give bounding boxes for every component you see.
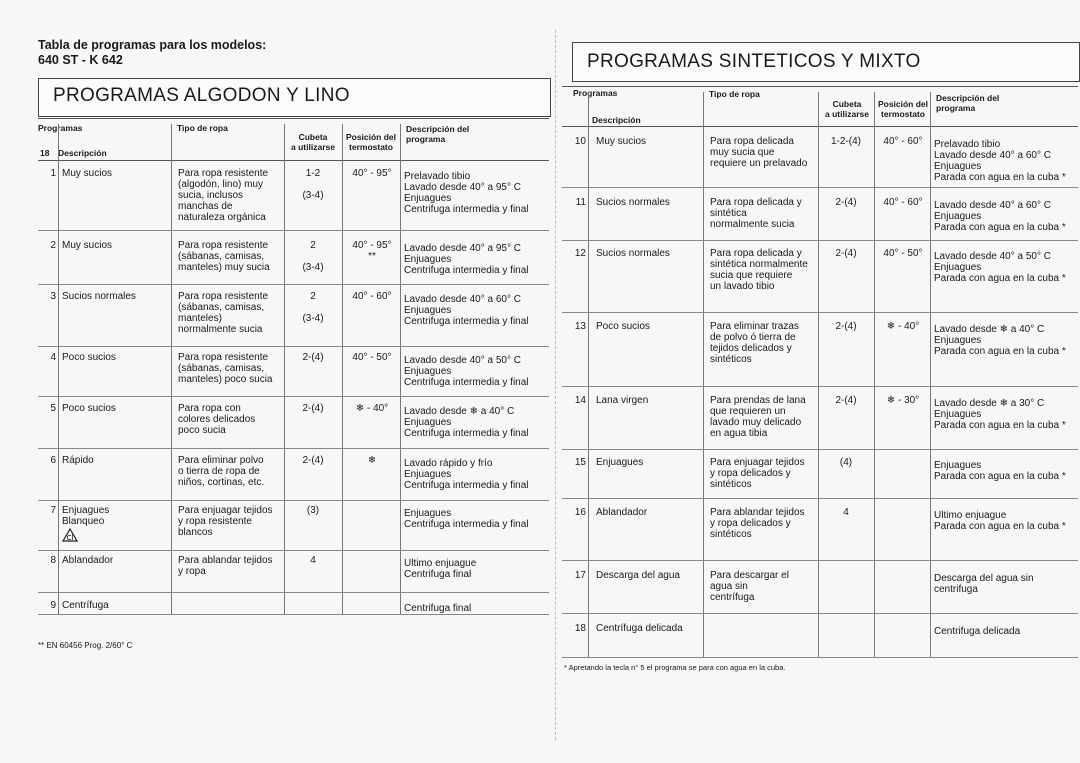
row-thermostat: 40° - 60° — [883, 136, 923, 147]
row-detergent-tray: 2-(4) — [302, 352, 324, 363]
column-rule — [400, 124, 401, 614]
row-detergent-tray: 2-(4) — [835, 248, 857, 259]
row-number: 18 — [574, 623, 586, 634]
row-number: 12 — [574, 248, 586, 259]
row-program-description: Lavado rápido y frío Enjuagues Centrifuga intermedia y final — [404, 458, 529, 491]
header-descripcion: Descripción — [58, 148, 107, 158]
row-fabric-type: Para ropa resistente (sábanas, camisas, manteles) poco sucia — [178, 352, 273, 385]
row-detergent-tray: 4 — [843, 507, 849, 518]
row-fabric-type: Para ablandar tejidos y ropa — [178, 555, 273, 577]
row-rule — [562, 613, 1078, 614]
row-description: Sucios normales — [596, 197, 670, 208]
row-detergent-tray: 1-2-(4) — [830, 136, 861, 147]
row-number: 8 — [50, 555, 56, 566]
row-program-description: Enjuagues Centrifuga intermedia y final — [404, 508, 529, 530]
row-fabric-type: Para prendas de lana que requieren un lavado muy delicado en agua tibia — [710, 395, 806, 439]
row-fabric-type: Para enjuagar tejidos y ropa resistente blancos — [178, 505, 273, 538]
row-fabric-type: Para ropa resistente (algodón, lino) muy sucia, inclusos manchas de naturaleza orgánica — [178, 168, 269, 223]
row-program-description: Ultimo enjuague Centrifuga final — [404, 558, 477, 580]
row-fabric-type: Para ropa delicada muy sucia que requiere un prelavado — [710, 136, 808, 169]
header-cubeta: Cubeta a utilizarse — [291, 132, 335, 152]
row-detergent-tray: 4 — [310, 555, 316, 566]
footnote-left: ** EN 60456 Prog. 2/60° C — [38, 641, 133, 650]
row-program-description: Ultimo enjuague Parada con agua en la cuba * — [934, 510, 1066, 532]
row-description: Rápido — [62, 455, 94, 466]
row-fabric-type: Para eliminar trazas de polvo ó tierra de tejidos delicados y sintéticos — [710, 321, 799, 365]
row-number: 3 — [50, 291, 56, 302]
row-program-description: Prelavado tibio Lavado desde 40° a 60° C Enjuagues Parada con agua en la cuba * — [934, 139, 1066, 183]
row-description: Muy sucios — [62, 168, 113, 179]
column-rule — [171, 124, 172, 614]
column-rule — [58, 124, 59, 614]
row-thermostat: 40° - 60° — [352, 291, 392, 302]
row-thermostat: ❄ - 40° — [355, 403, 389, 414]
column-rule — [703, 92, 704, 657]
header-cubeta: Cubeta a utilizarse — [825, 99, 869, 119]
row-program-description: Lavado desde 40° a 95° C Enjuagues Centrifuga intermedia y final — [404, 243, 529, 276]
row-fabric-type: Para ablandar tejidos y ropa delicados y sintéticos — [710, 507, 805, 540]
row-program-description: Lavado desde ❄ a 30° C Enjuagues Parada con agua en la cuba * — [934, 398, 1066, 431]
row-number: 16 — [574, 507, 586, 518]
row-rule — [562, 240, 1078, 241]
header-number: 18 — [40, 148, 50, 158]
models-heading: Tabla de programas para los modelos: 640 ST - K 642 — [38, 38, 267, 67]
row-rule — [562, 187, 1078, 188]
row-program-description: Prelavado tibio Lavado desde 40° a 95° C Enjuagues Centrifuga intermedia y final — [404, 171, 529, 215]
row-detergent-tray: (3) — [306, 505, 320, 516]
row-description: Sucios normales — [596, 248, 670, 259]
column-rule — [930, 92, 931, 657]
row-thermostat: 40° - 50° — [352, 352, 392, 363]
row-thermostat: ❄ - 30° — [886, 395, 920, 406]
row-description: Sucios normales — [62, 291, 136, 302]
column-rule — [818, 92, 819, 657]
row-fabric-type: Para ropa resistente (sábanas, camisas, manteles) normalmente sucia — [178, 291, 269, 335]
right-page — [556, 0, 1080, 763]
row-number: 6 — [50, 455, 56, 466]
row-number: 2 — [50, 240, 56, 251]
header-rule — [38, 160, 549, 161]
row-rule — [562, 312, 1078, 313]
row-description: Centrífuga — [62, 600, 109, 611]
header-descripcion-programa: Descripción del programa — [936, 93, 1000, 113]
header-programas: Programas — [573, 88, 618, 98]
row-detergent-tray: 2 (3-4) — [302, 291, 324, 324]
row-rule — [562, 449, 1078, 450]
row-thermostat: 40° - 50° — [883, 248, 923, 259]
header-descripcion: Descripción — [592, 115, 641, 125]
row-thermostat: ❄ - 40° — [886, 321, 920, 332]
title-text: PROGRAMAS ALGODON Y LINO — [53, 85, 350, 106]
row-program-description: Lavado desde ❄ a 40° C Enjuagues Parada con agua en la cuba * — [934, 324, 1066, 357]
row-description: Centrífuga delicada — [596, 623, 683, 634]
row-rule — [38, 500, 549, 501]
row-number: 9 — [50, 600, 56, 611]
row-thermostat: 40° - 60° — [883, 197, 923, 208]
row-fabric-type: Para ropa con colores delicados poco sucia — [178, 403, 256, 436]
row-fabric-type: Para ropa delicada y sintética normalmente sucia — [710, 197, 802, 230]
row-description: Descarga del agua — [596, 570, 680, 581]
title-text: PROGRAMAS SINTETICOS Y MIXTO — [587, 51, 921, 72]
row-detergent-tray: 2 (3-4) — [302, 240, 324, 273]
row-fabric-type: Para ropa resistente (sábanas, camisas, manteles) muy sucia — [178, 240, 270, 273]
row-number: 5 — [50, 403, 56, 414]
row-description: Muy sucios — [596, 136, 647, 147]
header-tipo-ropa: Tipo de ropa — [709, 89, 760, 99]
row-number: 7 — [50, 505, 56, 516]
row-detergent-tray: 2-(4) — [835, 197, 857, 208]
row-detergent-tray: 1-2 (3-4) — [302, 168, 324, 201]
row-detergent-tray: 2-(4) — [835, 395, 857, 406]
row-detergent-tray: 2-(4) — [835, 321, 857, 332]
row-rule — [38, 550, 549, 551]
row-description: Enjuagues — [596, 457, 644, 468]
header-posicion: Posición del termostato — [877, 99, 929, 119]
table-top-rule — [562, 86, 1078, 87]
row-detergent-tray: 2-(4) — [302, 403, 324, 414]
row-fabric-type: Para eliminar polvo o tierra de ropa de niños, cortinas, etc. — [178, 455, 265, 488]
column-rule — [342, 124, 343, 614]
table-top-rule — [38, 118, 549, 119]
row-program-description: Lavado desde 40° a 50° C Enjuagues Centrifuga intermedia y final — [404, 355, 529, 388]
row-rule — [562, 657, 1078, 658]
row-description: Ablandador — [62, 555, 114, 566]
row-program-description: Lavado desde 40° a 60° C Enjuagues Centrifuga intermedia y final — [404, 294, 529, 327]
row-program-description: Centrifuga final — [404, 603, 472, 614]
section-title-synthetic — [572, 42, 1080, 82]
column-rule — [874, 92, 875, 657]
row-description: Poco sucios — [62, 403, 116, 414]
row-number: 17 — [574, 570, 586, 581]
column-rule — [588, 92, 589, 657]
row-description: Ablandador — [596, 507, 648, 518]
row-description: Poco sucios — [596, 321, 650, 332]
row-program-description: Lavado desde 40° a 60° C Enjuagues Parada con agua en la cuba * — [934, 200, 1066, 233]
row-rule — [562, 386, 1078, 387]
row-number: 4 — [50, 352, 56, 363]
row-rule — [38, 284, 549, 285]
row-program-description: Descarga del agua sin centrifuga — [934, 573, 1034, 595]
row-rule — [38, 230, 549, 231]
row-description: Enjuagues Blanqueo — [62, 505, 110, 527]
row-fabric-type: Para descargar el agua sin centrífuga — [710, 570, 789, 603]
row-fabric-type: Para ropa delicada y sintética normalmente sucia que requiere un lavado tibio — [710, 248, 808, 292]
header-descripcion-programa: Descripción del programa — [406, 124, 470, 144]
row-rule — [562, 498, 1078, 499]
row-rule — [38, 448, 549, 449]
header-posicion: Posición del termostato — [345, 132, 397, 152]
row-rule — [38, 396, 549, 397]
svg-text:Cl: Cl — [66, 534, 74, 542]
row-program-description: Centrifuga delicada — [934, 626, 1021, 637]
row-thermostat: ❄ — [367, 455, 377, 466]
row-number: 10 — [574, 136, 586, 147]
header-programas: Programas — [38, 123, 83, 133]
row-thermostat: 40° - 95° ** — [352, 240, 392, 262]
row-description: Lana virgen — [596, 395, 649, 406]
section-title-cotton — [38, 78, 551, 117]
row-rule — [562, 560, 1078, 561]
row-number: 14 — [574, 395, 586, 406]
footnote-right: * Apretando la tecla n° 5 el programa se para con agua en la cuba. — [564, 663, 786, 672]
row-fabric-type: Para enjuagar tejidos y ropa delicados y sintéticos — [710, 457, 805, 490]
row-program-description: Lavado desde 40° a 50° C Enjuagues Parada con agua en la cuba * — [934, 251, 1066, 284]
header-rule — [562, 126, 1078, 127]
row-rule — [38, 592, 549, 593]
row-rule — [38, 614, 549, 615]
header-tipo-ropa: Tipo de ropa — [177, 123, 228, 133]
row-program-description: Lavado desde ❄ a 40° C Enjuagues Centrifuga intermedia y final — [404, 406, 529, 439]
row-number: 11 — [575, 197, 586, 208]
row-number: 1 — [50, 168, 56, 179]
row-program-description: Enjuagues Parada con agua en la cuba * — [934, 460, 1066, 482]
row-rule — [38, 346, 549, 347]
row-thermostat: 40° - 95° — [352, 168, 392, 179]
row-detergent-tray: (4) — [839, 457, 853, 468]
row-description: Poco sucios — [62, 352, 116, 363]
row-number: 15 — [574, 457, 586, 468]
row-number: 13 — [574, 321, 586, 332]
bleach-hand-icon — [62, 528, 78, 545]
row-detergent-tray: 2-(4) — [302, 455, 324, 466]
row-description: Muy sucios — [62, 240, 113, 251]
